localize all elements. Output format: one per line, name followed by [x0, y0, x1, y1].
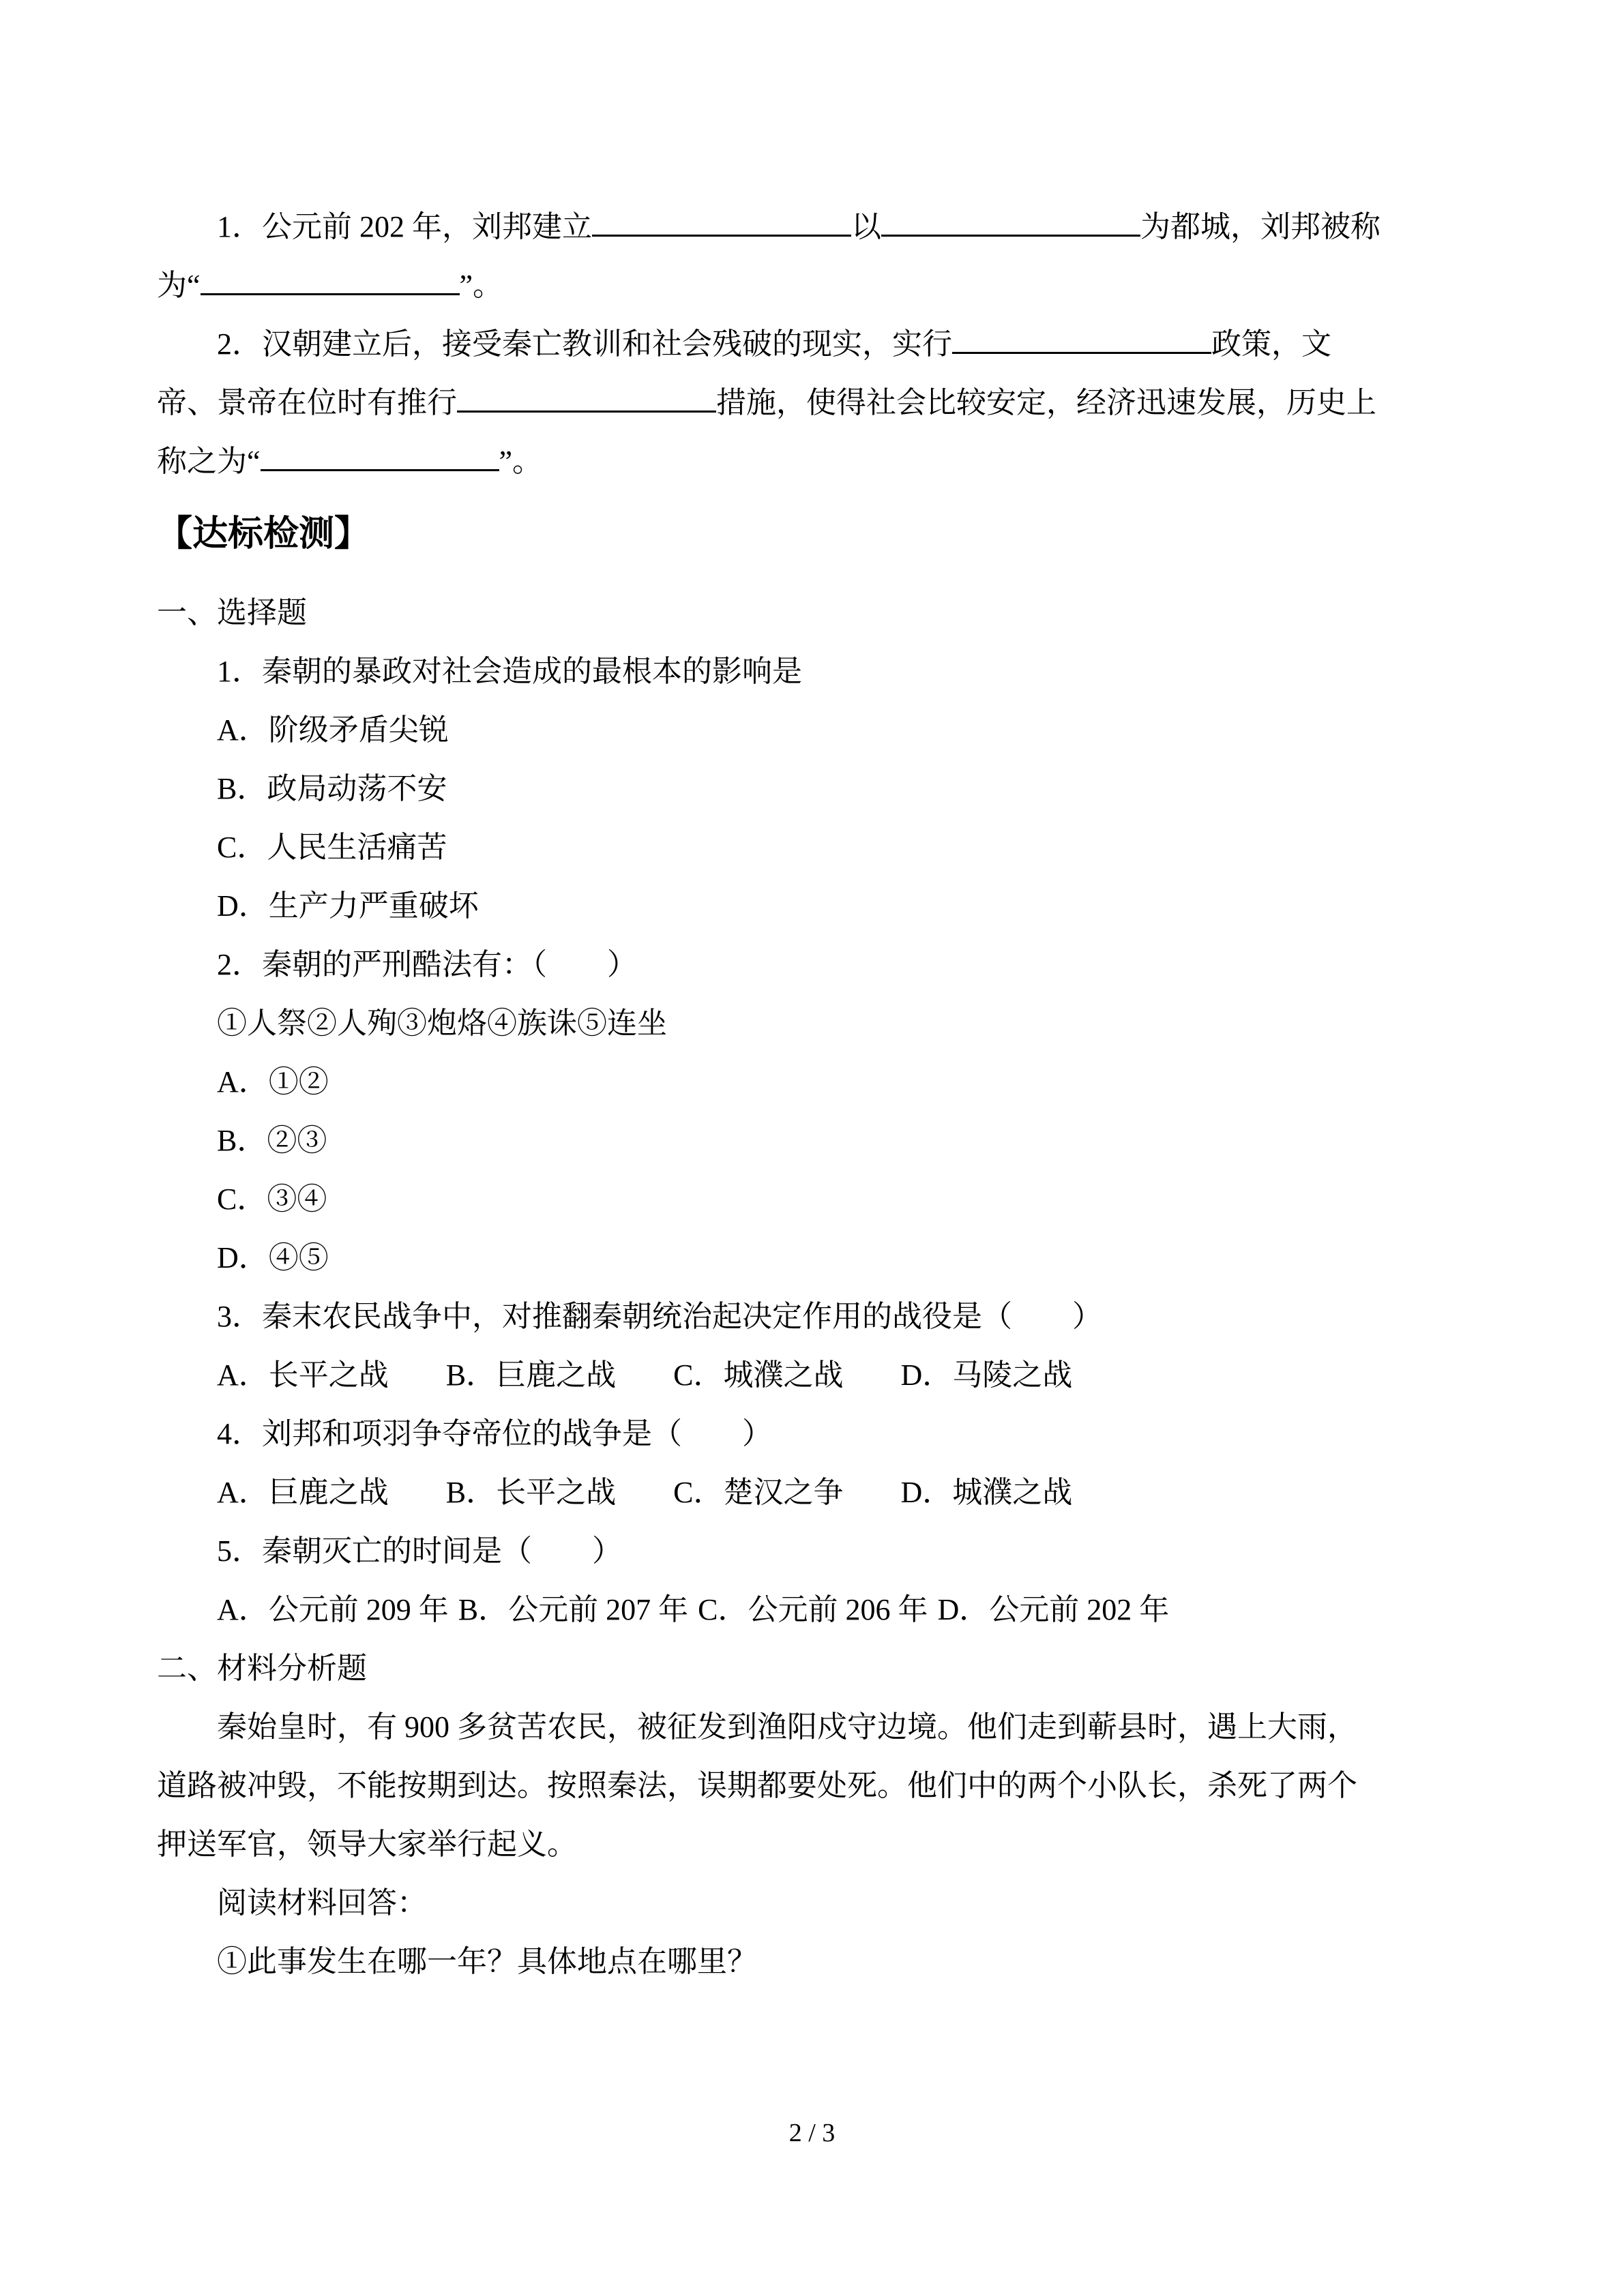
text-segment: 2．汉朝建立后，接受秦亡教训和社会残破的现实，实行	[217, 327, 952, 361]
material-line-3: 押送军官，领导大家举行起义。	[157, 1828, 577, 1861]
text-segment: 1．公元前 202 年，刘邦建立	[217, 210, 592, 243]
question-3-option-b: B．巨鹿之战	[445, 1358, 617, 1392]
answer-blank	[201, 288, 460, 295]
question-4-option-a: A．巨鹿之战	[217, 1476, 389, 1509]
text-segment: 为都城，刘邦被称	[1140, 210, 1381, 243]
question-5-stem: 5．秦朝灭亡的时间是（ ）	[217, 1534, 622, 1568]
question-3-option-a: A．长平之战	[217, 1358, 389, 1392]
material-analysis-section	[157, 1639, 1467, 1991]
question-1-option-c: C．人民生活痛苦	[217, 831, 447, 864]
question-4-option-d: D．城濮之战	[900, 1476, 1073, 1509]
question-4-option-c: C．楚汉之争	[673, 1476, 844, 1509]
question-3-stem: 3．秦末农民战争中，对推翻秦朝统治起决定作用的战役是（ ）	[217, 1300, 1102, 1333]
question-3-options	[157, 1346, 1467, 1405]
fill-line-4	[157, 374, 1467, 432]
question-5-options	[157, 1581, 1467, 1639]
material-line-2: 道路被冲毁，不能按期到达。按照秦法，误期都要处死。他们中的两个小队长，杀死了两个	[157, 1769, 1357, 1802]
material-subquestion-1: ①此事发生在哪一年？具体地点在哪里？	[217, 1945, 757, 1978]
text-segment: 以	[851, 210, 881, 243]
fill-line-2	[157, 256, 1467, 315]
question-5-option-d: D．公元前 202 年	[937, 1593, 1170, 1626]
question-5-option-c: C．公元前 206 年	[698, 1593, 928, 1626]
answer-blank	[881, 230, 1140, 237]
question-4-option-b: B．长平之战	[445, 1476, 617, 1509]
question-2-option-b: B．②③	[217, 1124, 327, 1157]
fill-line-3	[157, 315, 1467, 374]
question-3-option-c: C．城濮之战	[673, 1358, 844, 1392]
fill-in-section	[157, 198, 1467, 491]
question-2-option-c: C．③④	[217, 1182, 327, 1216]
question-3-option-d: D．马陵之战	[900, 1358, 1073, 1392]
question-5-option-a: A．公元前 209 年	[217, 1593, 449, 1626]
section-heading-assessment: 【达标检测】	[157, 515, 370, 554]
text-segment: 政策，文	[1211, 327, 1331, 361]
fill-line-1	[157, 198, 1467, 256]
material-analysis-title: 二、材料分析题	[157, 1652, 367, 1685]
multiple-choice-section	[157, 584, 1467, 1639]
answer-blank	[592, 230, 851, 237]
page-number: 2 / 3	[788, 2119, 836, 2147]
question-1-option-a: A．阶级矛盾尖锐	[217, 713, 449, 747]
text-segment: 措施，使得社会比较安定，经济迅速发展，历史上	[716, 386, 1376, 419]
document-body	[157, 198, 1467, 1991]
answer-blank	[457, 406, 716, 413]
answer-blank	[261, 464, 499, 471]
text-segment: 为“	[157, 269, 201, 302]
question-1-option-b: B．政局动荡不安	[217, 772, 447, 805]
text-segment: ”。	[499, 445, 543, 478]
question-2-option-d: D．④⑤	[217, 1241, 329, 1274]
question-1-option-d: D．生产力严重破坏	[217, 889, 479, 923]
fill-line-5	[157, 432, 1467, 491]
answer-blank	[952, 347, 1211, 354]
material-prompt: 阅读材料回答：	[217, 1886, 427, 1920]
question-4-stem: 4．刘邦和项羽争夺帝位的战争是（ ）	[217, 1417, 772, 1450]
material-line-1: 秦始皇时，有 900 多贫苦农民，被征发到渔阳戍守边境。他们走到蕲县时，遇上大雨，	[217, 1710, 1357, 1744]
question-2-option-a: A．①②	[217, 1065, 329, 1099]
text-segment: 帝、景帝在位时有推行	[157, 386, 457, 419]
question-2-stem: 2．秦朝的严刑酷法有：（ ）	[217, 948, 637, 981]
multiple-choice-title: 一、选择题	[157, 596, 307, 629]
question-4-options	[157, 1463, 1467, 1522]
question-5-option-b: B．公元前 207 年	[458, 1593, 689, 1626]
text-segment: ”。	[459, 269, 503, 302]
text-segment: 称之为“	[157, 445, 261, 478]
question-1-stem: 1．秦朝的暴政对社会造成的最根本的影响是	[217, 655, 802, 688]
question-2-items: ①人祭②人殉③炮烙④族诛⑤连坐	[217, 1007, 667, 1040]
